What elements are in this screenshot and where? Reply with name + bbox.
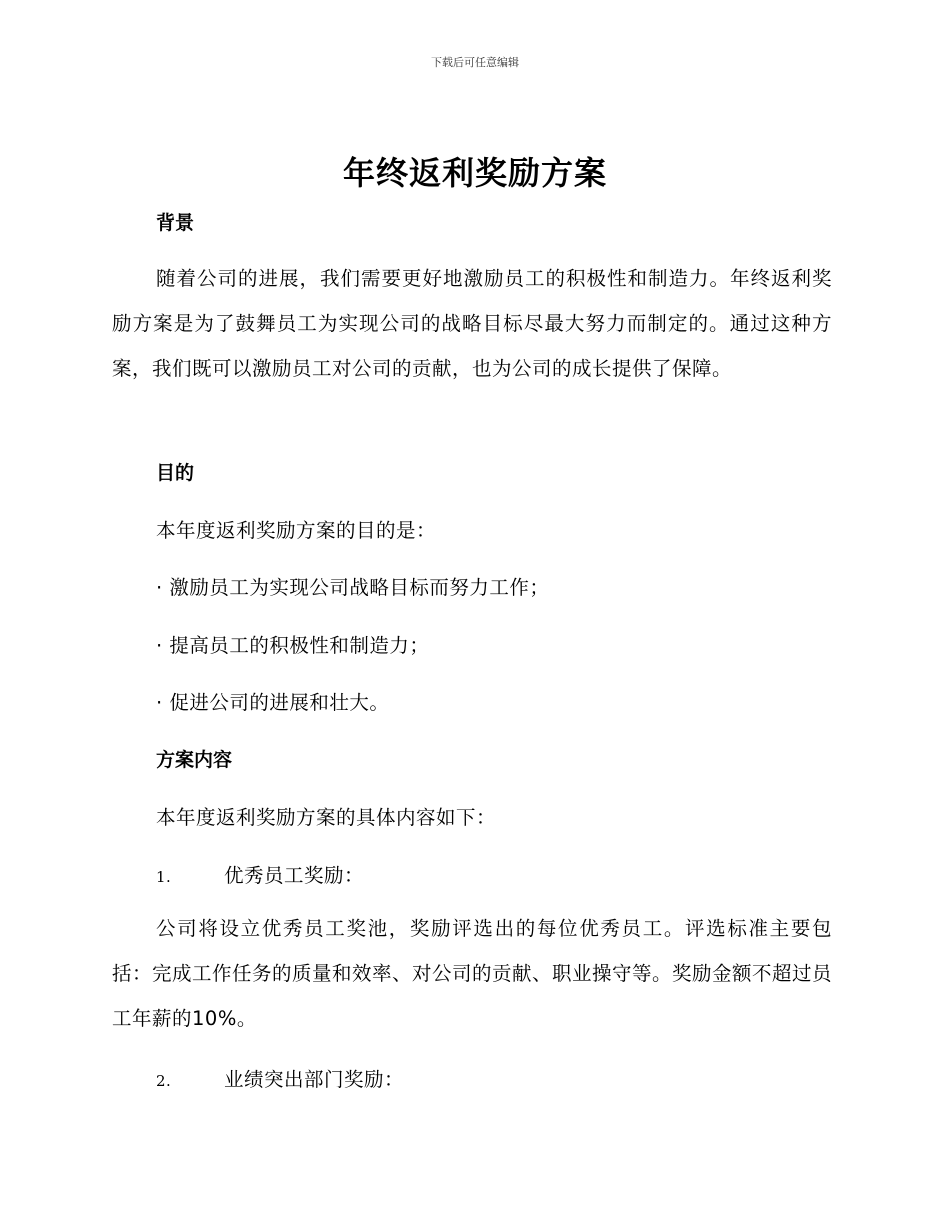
document-title: 年终返利奖励方案 xyxy=(342,154,607,192)
item-label: 优秀员工奖励： xyxy=(224,864,365,887)
item-number: 1. xyxy=(156,868,172,886)
purpose-bullet: · 促进公司的进展和壮大。 xyxy=(156,691,390,714)
item-number: 2. xyxy=(156,1072,172,1090)
content-intro: 本年度返利奖励方案的具体内容如下： xyxy=(156,806,497,829)
purpose-intro: 本年度返利奖励方案的目的是： xyxy=(156,519,437,542)
section-heading-background: 背景 xyxy=(156,212,195,234)
purpose-bullet: · 激励员工为实现公司战略目标而努力工作； xyxy=(156,576,550,599)
section-heading-purpose: 目的 xyxy=(156,462,195,484)
item-label: 业绩突出部门奖励： xyxy=(224,1068,405,1091)
background-paragraph: 随着公司的进展，我们需要更好地激励员工的积极性和制造力。年终返利奖励方案是为了鼓舞员工为实现公司的战略目标尽最大努力而制定的。通过这种方案，我们既可以激励员工对公司的贡献，也为公司的成长提供了保障。 xyxy=(112,267,832,380)
section-heading-content: 方案内容 xyxy=(156,749,233,771)
numbered-item xyxy=(156,860,364,888)
item-paragraph: 公司将设立优秀员工奖池，奖励评选出的每位优秀员工。评选标准主要包括：完成工作任务的质量和效率、对公司的贡献、职业操守等。奖励金额不超过员工年薪的10%。 xyxy=(112,917,833,1030)
numbered-item xyxy=(156,1064,404,1092)
purpose-bullet: · 提高员工的积极性和制造力； xyxy=(156,634,430,657)
page-header-note: 下载后可任意编辑 xyxy=(431,56,519,69)
